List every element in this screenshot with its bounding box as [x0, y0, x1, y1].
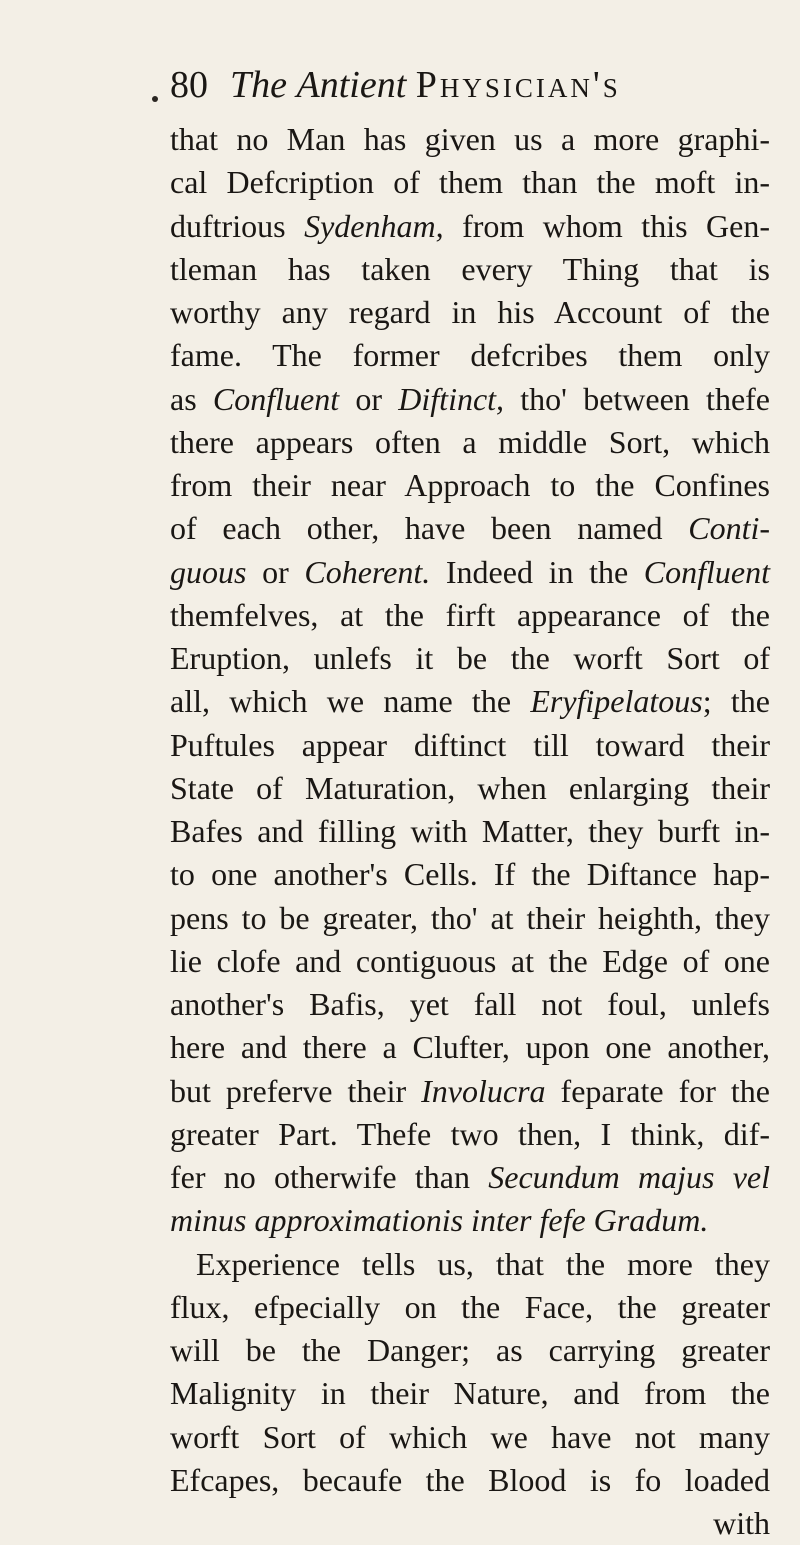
text-run: will be the Danger; as carrying greater	[170, 1332, 770, 1368]
text-run: from whom this Gen-	[443, 207, 771, 244]
text-run: duftrious	[170, 207, 305, 244]
text-line	[170, 378, 770, 421]
page-number: 80	[170, 64, 208, 106]
header-title-the: The	[230, 64, 287, 106]
text-run: fame. The former defcribes them only	[170, 337, 770, 374]
text-line	[170, 767, 770, 810]
text-line	[170, 1199, 770, 1242]
text-run: feparate for the	[545, 1072, 771, 1109]
text-line	[170, 637, 770, 680]
italic-text: Confluent	[212, 380, 340, 417]
italic-text: Diftinct,	[398, 380, 505, 417]
italic-text: Conti-	[688, 510, 770, 547]
text-line	[170, 897, 770, 940]
italic-text: Secundum majus vel	[488, 1159, 771, 1195]
text-line	[170, 1416, 770, 1459]
text-run: all, which we name the	[170, 683, 531, 720]
text-run: Malignity in their Nature, and from the	[170, 1375, 770, 1412]
text-line	[170, 594, 770, 637]
text-run: worft Sort of which we have not many	[170, 1418, 770, 1455]
body-text	[170, 118, 770, 1545]
text-line	[170, 680, 770, 723]
text-run: of each other, have been named	[170, 510, 689, 547]
text-line	[170, 248, 770, 291]
text-run: with	[713, 1505, 770, 1541]
text-run: from their near Approach to the Confines	[170, 467, 770, 503]
text-run: Puftules appear diftinct till toward their	[170, 726, 770, 763]
italic-text: Eryfipelatous	[530, 683, 703, 720]
text-run: Eruption, unlefs it be the worft Sort of	[170, 640, 770, 676]
text-run: flux, efpecially on the Face, the greater	[170, 1288, 770, 1325]
text-run: themfelves, at the firft appearance of the	[170, 596, 770, 633]
text-line	[170, 291, 770, 334]
text-run: tleman has taken every Thing that is	[170, 250, 770, 287]
italic-text: minus approximationis inter fefe Gradum.	[170, 1202, 709, 1239]
text-line	[170, 1026, 770, 1069]
text-line	[170, 724, 770, 767]
text-line	[170, 1156, 770, 1199]
text-line	[170, 1329, 770, 1372]
text-line	[170, 464, 770, 507]
text-run: or	[339, 380, 399, 417]
text-run: Experience tells us, that the more they	[196, 1245, 770, 1282]
text-line	[170, 1502, 770, 1545]
text-line	[170, 1113, 770, 1156]
text-line	[170, 1286, 770, 1329]
text-run: Bafes and filling with Matter, they burft in-	[170, 813, 770, 849]
text-run: State of Maturation, when enlarging their	[170, 769, 770, 806]
text-line	[170, 205, 770, 248]
text-line	[170, 1459, 770, 1502]
text-run: to one another's Cells. If the Diftance hap-	[170, 856, 770, 893]
text-line	[170, 1070, 770, 1113]
header-title-physicians: Physician's	[415, 64, 621, 106]
italic-text: Sydenham,	[304, 207, 444, 244]
text-line	[170, 507, 770, 550]
text-run: that no Man has given us a more graphi-	[170, 121, 770, 157]
text-run: tho' between thefe	[504, 380, 771, 417]
text-line	[170, 161, 770, 204]
italic-text: guous	[170, 553, 247, 590]
italic-text: Confluent	[643, 553, 771, 590]
text-run: ; the	[702, 683, 771, 720]
text-line	[170, 421, 770, 464]
text-run: Efcapes, becaufe the Blood is fo loaded	[170, 1461, 770, 1498]
text-line	[170, 1243, 770, 1286]
text-run: Indeed in the	[430, 553, 644, 590]
text-run: pens to be greater, tho' at their heighth, they	[170, 899, 770, 936]
text-line	[170, 810, 770, 853]
text-run: here and there a Clufter, upon one another,	[170, 1029, 770, 1066]
margin-dot	[152, 96, 158, 102]
text-run: worthy any regard in his Account of the	[170, 294, 770, 330]
text-run: there appears often a middle Sort, which	[170, 423, 770, 460]
text-run: lie clofe and contiguous at the Edge of one	[170, 942, 770, 979]
text-line	[170, 1372, 770, 1415]
italic-text: Involucra	[421, 1072, 546, 1109]
header-title-antient: Antient	[296, 64, 407, 106]
text-run: greater Part. Thefe two then, I think, dif-	[170, 1115, 770, 1152]
text-run: but preferve their	[170, 1072, 422, 1109]
text-run: as	[170, 380, 213, 417]
text-run: fer no otherwife than	[170, 1159, 489, 1195]
text-line	[170, 118, 770, 161]
text-line	[170, 940, 770, 983]
text-line	[170, 551, 770, 594]
text-run: cal Defcription of them than the moft in-	[170, 164, 770, 201]
italic-text: Coherent.	[304, 553, 431, 590]
text-run: or	[246, 553, 305, 590]
text-line	[170, 983, 770, 1026]
running-header	[170, 60, 730, 110]
text-line	[170, 334, 770, 377]
text-run: another's Bafis, yet fall not foul, unlefs	[170, 986, 770, 1022]
text-line	[170, 853, 770, 896]
